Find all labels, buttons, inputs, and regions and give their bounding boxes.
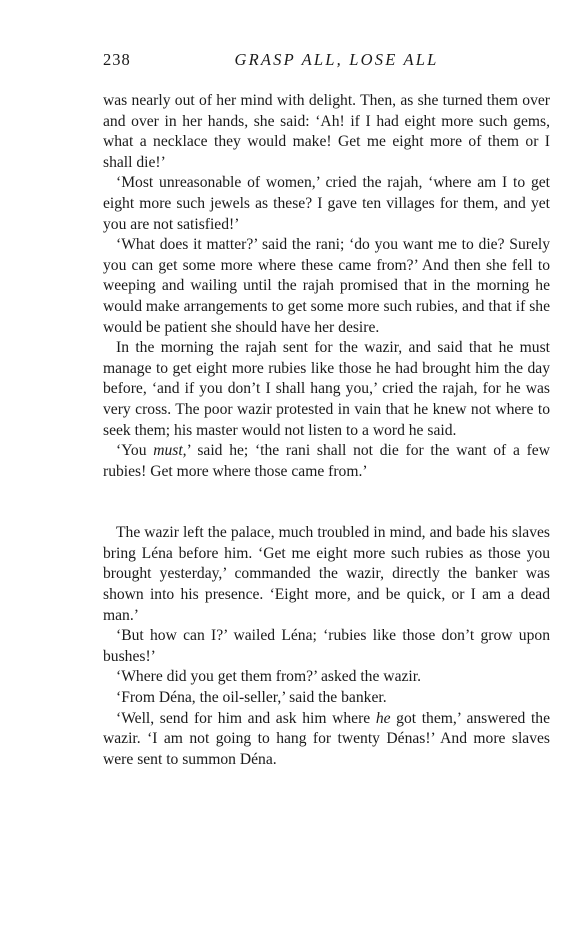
- text-run: ‘But how can I?’ wailed Léna; ‘rubies like those don’t grow upon bushes!’: [103, 627, 550, 665]
- paragraph: [103, 91, 550, 173]
- text-run: ‘You: [116, 442, 154, 460]
- text-run: got them,’ answered the wazir. ‘I am not going to hang for twenty Dénas!’ And more slaves were sent to summon Déna.: [103, 709, 550, 768]
- running-header: [103, 50, 550, 74]
- paragraph: [103, 688, 550, 709]
- text-run: ‘What does it matter?’ said the rani; ‘do you want me to die? Surely you can get some more where these came from?’ And then she fell to weeping and wailing until the rajah promised that in the morning he would make arrangements to get some more such rubies, and that if she would be patient she should have her desire.: [103, 236, 550, 336]
- text-run: The wazir left the palace, much troubled in mind, and bade his slaves bring Léna before him. ‘Get me eight more such rubies as those you brought yesterday,’ commanded the wazir, directly the banker was shown into his presence. ‘Eight more, and be quick, or I am a dead man.’: [103, 524, 550, 624]
- paragraph: [103, 338, 550, 441]
- paragraph: [103, 523, 550, 626]
- text-run: was nearly out of her mind with delight. Then, as she turned them over and over in her hands, she said: ‘Ah! if I had eight more such gems, what a necklace they would make! Get me eight more of them or I shall die!’: [103, 92, 550, 171]
- text-run: In the morning the rajah sent for the wazir, and said that he must manage to get eight more rubies like those he had brought him the day before, ‘and if you don’t I shall hang you,’ cried the rajah, for he was very cross. The poor wazir protested in vain that he knew not where to seek them; his master would not listen to a word he said.: [103, 339, 550, 439]
- paragraph: [103, 626, 550, 667]
- body-text: [103, 91, 550, 770]
- text-run: ‘From Déna, the oil-seller,’ said the banker.: [116, 689, 387, 707]
- section-break: [103, 482, 550, 523]
- paragraph: [103, 709, 550, 771]
- text-run: ‘Where did you get them from?’ asked the wazir.: [116, 668, 421, 686]
- text-run: ‘Well, send for him and ask him where: [116, 709, 376, 727]
- running-title: GRASP ALL, LOSE ALL: [234, 50, 439, 69]
- text-run: ’ said he; ‘the rani shall not die for the want of a few rubies! Get more where those came from.’: [103, 442, 550, 480]
- paragraph: [103, 173, 550, 235]
- emphasis-text: he: [375, 709, 391, 727]
- emphasis-text: must,: [153, 442, 187, 460]
- page-number: 238: [103, 50, 131, 69]
- paragraph: [103, 667, 550, 688]
- text-run: ‘Most unreasonable of women,’ cried the rajah, ‘where am I to get eight more such jewels as these? I gave ten villages for them, and yet you are not satisfied!’: [103, 174, 550, 233]
- paragraph: [103, 235, 550, 338]
- paragraph: [103, 441, 550, 482]
